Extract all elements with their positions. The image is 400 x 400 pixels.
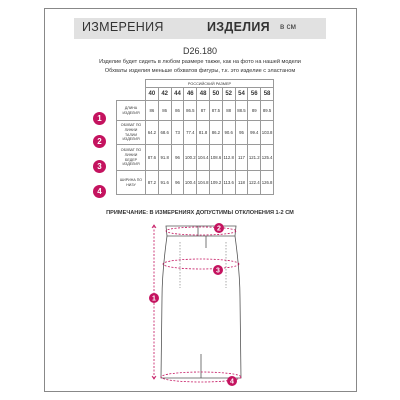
table-cell: 113.6 — [222, 171, 235, 195]
table-cell: 86.2 — [209, 121, 222, 145]
row-badge-1: 1 — [93, 112, 106, 125]
table-cell: 86 — [171, 101, 184, 121]
table-row — [117, 171, 274, 195]
table-cell: 64.2 — [146, 121, 159, 145]
table-cell: 103.8 — [261, 121, 274, 145]
callout-1 — [149, 293, 159, 303]
row-label: ДЛИНА ИЗДЕЛИЯ — [117, 101, 146, 121]
row-badge-2: 2 — [93, 135, 106, 148]
table-cell: 86 — [158, 101, 171, 121]
stretch-note: Обхваты изделия меньше обхватов фигуры, т.к. это изделие с эластаном — [104, 68, 296, 74]
svg-text:2: 2 — [217, 225, 221, 233]
table-cell: 112.8 — [222, 145, 235, 171]
size-header: 54 — [235, 88, 248, 101]
row-label: ОБХВАТ ПО ЛИНИИ ТАЛИИ ИЗДЕЛИЯ — [117, 121, 146, 145]
skirt-outline — [161, 226, 241, 378]
callout-2 — [214, 223, 224, 233]
size-group-label: РОССИЙСКИЙ РАЗМЕР — [146, 80, 274, 88]
table-cell: 77.4 — [184, 121, 197, 145]
table-cell: 108.6 — [209, 145, 222, 171]
fit-note: Изделие будет сидеть в любом размере также, как на фото на нашей модели — [99, 59, 301, 65]
size-header: 52 — [222, 88, 235, 101]
svg-text:4: 4 — [230, 378, 234, 386]
table-cell: 87.6 — [146, 145, 159, 171]
row-badge-4: 4 — [93, 185, 106, 198]
table-cell: 100.2 — [184, 145, 197, 171]
svg-text:3: 3 — [216, 267, 220, 275]
size-header: 58 — [261, 88, 274, 101]
table-corner — [117, 80, 146, 101]
table-cell: 86.5 — [184, 101, 197, 121]
header-title-measurements: ИЗМЕРЕНИЯ — [82, 20, 164, 34]
table-cell: 104.4 — [197, 145, 210, 171]
table-cell: 125.4 — [261, 145, 274, 171]
table-cell: 122.4 — [248, 171, 261, 195]
table-cell: 117 — [235, 145, 248, 171]
model-code: D26.180 — [182, 46, 218, 56]
table-cell: 109.2 — [209, 171, 222, 195]
table-cell: 89 — [248, 101, 261, 121]
svg-text:1: 1 — [152, 295, 156, 303]
table-cell: 91.8 — [158, 145, 171, 171]
size-header: 40 — [146, 88, 159, 101]
header-band — [74, 18, 326, 39]
table-cell: 86 — [146, 101, 159, 121]
table-cell: 87.5 — [209, 101, 222, 121]
table-cell: 73 — [171, 121, 184, 145]
table-cell: 90.6 — [222, 121, 235, 145]
table-cell: 81.8 — [197, 121, 210, 145]
table-cell: 96 — [171, 171, 184, 195]
row-label: ОБХВАТ ПО ЛИНИИ БЕДЕР ИЗДЕЛИЯ — [117, 145, 146, 171]
table-row — [117, 145, 274, 171]
table-cell: 100.4 — [184, 171, 197, 195]
callout-4 — [227, 376, 237, 386]
size-header: 48 — [197, 88, 210, 101]
table-cell: 126.8 — [261, 171, 274, 195]
skirt-diagram — [140, 218, 260, 390]
table-cell: 88 — [222, 101, 235, 121]
table-cell: 99.4 — [248, 121, 261, 145]
table-cell: 68.6 — [158, 121, 171, 145]
table-cell: 87.2 — [146, 171, 159, 195]
table-cell: 88.5 — [235, 101, 248, 121]
table-cell: 96 — [171, 145, 184, 171]
table-cell: 121.2 — [248, 145, 261, 171]
table-cell: 104.8 — [197, 171, 210, 195]
size-header: 50 — [209, 88, 222, 101]
table-row — [117, 121, 274, 145]
table-cell: 95 — [235, 121, 248, 145]
table-cell: 118 — [235, 171, 248, 195]
row-badge-3: 3 — [93, 160, 106, 173]
row-label: ШИРИНА ПО НИЗУ — [117, 171, 146, 195]
size-header: 46 — [184, 88, 197, 101]
size-table — [116, 79, 274, 195]
table-row — [117, 101, 274, 121]
size-header: 56 — [248, 88, 261, 101]
table-cell: 89.5 — [261, 101, 274, 121]
size-header: 44 — [171, 88, 184, 101]
header-unit: в см — [280, 22, 296, 31]
tolerance-note: ПРИМЕЧАНИЕ: В ИЗМЕРЕНИЯХ ДОПУСТИМЫ ОТКЛОНЕНИЯ 1-2 СМ — [106, 210, 294, 216]
size-header: 42 — [158, 88, 171, 101]
table-cell: 87 — [197, 101, 210, 121]
table-cell: 91.6 — [158, 171, 171, 195]
header-title-garment: ИЗДЕЛИЯ — [207, 20, 270, 34]
callout-3 — [213, 265, 223, 275]
